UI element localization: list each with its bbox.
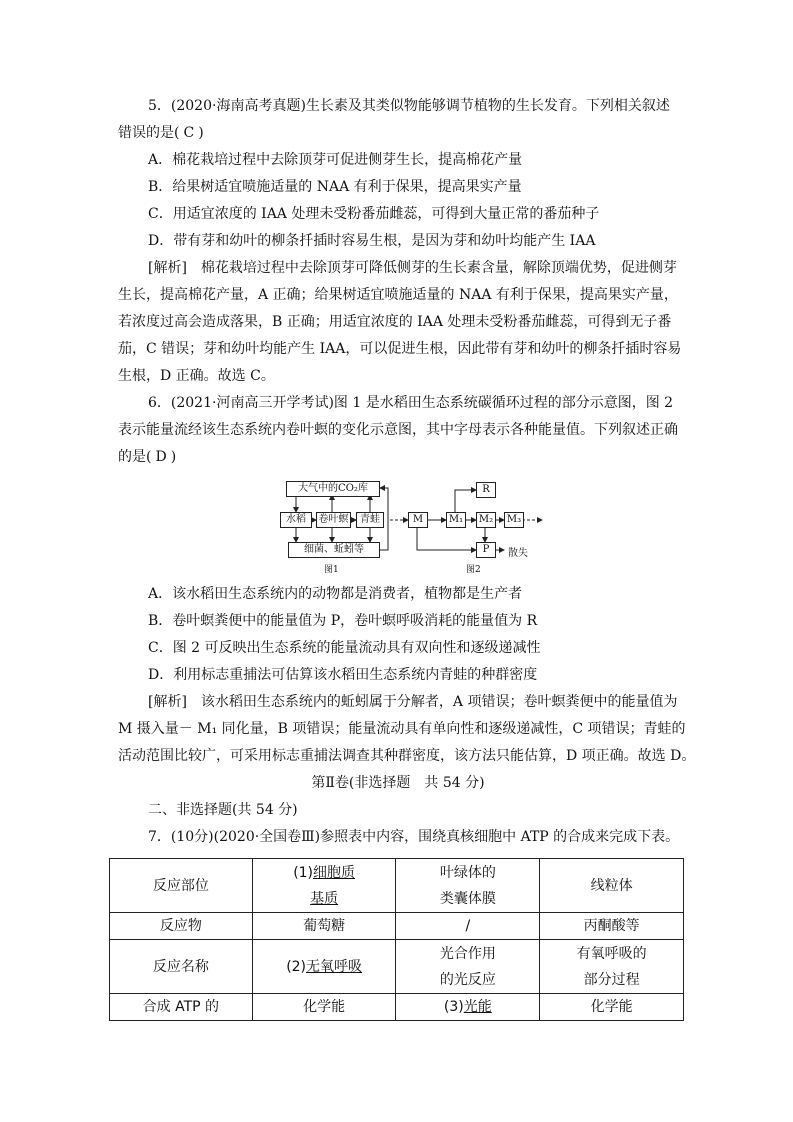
fig2-m-box: M <box>408 512 428 528</box>
q5-analysis-line1: [解析] 棉花栽培过程中去除顶芽可降低侧芽的生长素含量，解除顶端优势，促进侧芽 <box>148 260 677 276</box>
row-header-atp-energy: 合成 ATP 的 <box>110 994 253 1021</box>
arrow-m-to-p <box>417 528 476 550</box>
cell-name-anaerobic <box>252 940 396 994</box>
q6-analysis-line1: [解析] 该水稻田生态系统内的蚯蚓属于分解者，A 项错误；卷叶螟粪便中的能量值为 <box>148 694 678 710</box>
blank-number-3: (3) <box>443 999 464 1015</box>
q5-option-d: D．带有芽和幼叶的柳条扦插时容易生根，是因为芽和幼叶均能产生 IAA <box>148 233 596 249</box>
fig2-r-box: R <box>476 482 496 498</box>
q5-stem-line1: 5．(2020·海南高考真题)生长素及其类似物能够调节植物的生长发育。下列相关叙述 <box>148 98 670 114</box>
aerobic-line2: 部分过程 <box>583 971 640 988</box>
answer-anaerobic: 无氧呼吸 <box>306 958 363 975</box>
section-title: 第Ⅱ卷(非选择题 共 54 分) <box>311 775 485 791</box>
q6-option-c: C．图 2 可反映出生态系统的能量流动具有双向性和逐级递减性 <box>148 640 541 656</box>
cell-reactant-none: / <box>396 913 540 940</box>
section-subtitle: 二、非选择题(共 54 分) <box>148 802 298 818</box>
cell-reactant-pyruvate: 丙酮酸等 <box>540 913 684 940</box>
cell-name-light-reaction <box>396 940 540 994</box>
q7-stem: 7．(10分)(2020·全国卷Ⅲ)参照表中内容，围绕真核细胞中 ATP 的合成来完成下表。 <box>148 829 680 845</box>
q6-stem-suffix: ) <box>170 449 177 465</box>
q5-stem-suffix: ) <box>198 125 204 141</box>
q5-option-c: C．用适宜浓度的 IAA 处理未受粉番茄雌蕊，可得到大量正常的番茄种子 <box>148 206 600 222</box>
q6-option-a: A．该水稻田生态系统内的动物都是消费者，植物都是生产者 <box>148 586 523 602</box>
answer-light-energy: 光能 <box>463 999 492 1015</box>
table-row <box>110 994 684 1021</box>
q6-option-d: D．利用标志重捕法可估算该水稻田生态系统内青蛙的种群密度 <box>148 667 538 683</box>
fig2-caption: 图2 <box>466 565 481 575</box>
q5-analysis-line3: 若浓度过高会造成落果，B 正确；用适宜浓度的 IAA 处理未受粉番茄雌蕊，可得到无子番 <box>118 314 672 330</box>
cell-site-thylakoid <box>396 859 540 913</box>
cell-energy-chemical-1: 化学能 <box>252 994 396 1021</box>
light-reaction-line1: 光合作用 <box>439 945 496 962</box>
q5-analysis-line2: 生长，提高棉花产量，A 正确；给果树适宜喷施适量的 NAA 有利于保果，提高果实产量， <box>118 287 678 303</box>
q5-answer: C <box>183 125 195 141</box>
q5-analysis-line4: 茄，C 错误；芽和幼叶均能产生 IAA，可以促进生根，因此带有芽和幼叶的柳条扦插时容易 <box>118 341 682 357</box>
figure-2-energy-flow <box>404 478 554 578</box>
q5-stem-line2 <box>118 123 678 143</box>
cell-site-mitochondria: 线粒体 <box>540 859 684 913</box>
aerobic-line1: 有氧呼吸的 <box>576 945 647 962</box>
q5-option-a: A．棉花栽培过程中去除顶芽可促进侧芽生长，提高棉花产量 <box>148 152 523 168</box>
q6-stem-line3 <box>118 447 678 467</box>
cell-site-cytoplasm <box>252 859 396 913</box>
cell-reactant-glucose: 葡萄糖 <box>252 913 396 940</box>
table-row <box>110 913 684 940</box>
arrow-m1-to-r <box>455 490 476 512</box>
q6-analysis-line3: 活动范围比较广，可采用标志重捕法调查其种群密度，该方法只能估算，D 项正确。故选 D。 <box>118 748 696 764</box>
fig1-rice-box: 水稻 <box>280 512 312 528</box>
row-header-reaction-name: 反应名称 <box>110 940 253 994</box>
cell-energy-light <box>396 994 540 1021</box>
fig2-loss-label: 散失 <box>508 548 528 559</box>
q5-analysis-line5: 生根，D 正确。故选 C。 <box>118 368 275 384</box>
fig2-p-box: P <box>476 542 496 558</box>
q6-stem-prefix: 的是( <box>118 449 152 465</box>
fig1-caption: 图1 <box>324 565 339 575</box>
row-header-reactant: 反应物 <box>110 913 253 940</box>
fig2-m3-box: M₃ <box>504 512 524 528</box>
fig2-m2-box: M₂ <box>476 512 496 528</box>
answer-cytoplasm-line2: 基质 <box>310 890 339 907</box>
table-row <box>110 859 684 913</box>
blank-number-1: (1) <box>293 864 314 881</box>
q6-stem-line2: 表示能量流经该生态系统内卷叶螟的变化示意图，其中字母表示各种能量值。下列叙述正确 <box>118 422 678 438</box>
q5-option-b: B．给果树适宜喷施适量的 NAA 有利于保果，提高果实产量 <box>148 179 522 195</box>
thylakoid-line2: 类囊体膜 <box>439 890 496 907</box>
answer-cytoplasm-line1: 细胞质 <box>313 864 356 881</box>
blank-number-2: (2) <box>286 958 307 975</box>
fig1-decomposers-box: 细菌、蚯蚓等 <box>288 542 380 558</box>
cell-name-aerobic <box>540 940 684 994</box>
fig1-leafroller-box: 卷叶螟 <box>316 512 351 528</box>
q5-stem-prefix: 错误的是( <box>118 125 180 141</box>
fig2-m1-box: M₁ <box>446 512 466 528</box>
light-reaction-line2: 的光反应 <box>439 971 496 988</box>
fig1-atmosphere-box: 大气中的CO₂库 <box>286 481 380 497</box>
q6-stem-line1: 6．(2021·河南高三开学考试)图 1 是水稻田生态系统碳循环过程的部分示意图，图 2 <box>148 395 674 411</box>
row-header-reaction-site: 反应部位 <box>110 859 253 913</box>
q6-analysis-line2: M 摄入量－ M₁ 同化量，B 项错误；能量流动具有单向性和逐级递减性，C 项错误；青蛙的 <box>118 721 686 737</box>
thylakoid-line1: 叶绿体的 <box>439 864 496 881</box>
figure-1-carbon-cycle <box>276 478 396 578</box>
q6-answer: D <box>155 449 167 465</box>
cell-energy-chemical-2: 化学能 <box>540 994 684 1021</box>
atp-synthesis-table <box>109 858 684 1021</box>
table-row <box>110 940 684 994</box>
q6-option-b: B．卷叶螟粪便中的能量值为 P，卷叶螟呼吸消耗的能量值为 R <box>148 613 538 629</box>
fig1-frog-box: 青蛙 <box>356 512 384 528</box>
